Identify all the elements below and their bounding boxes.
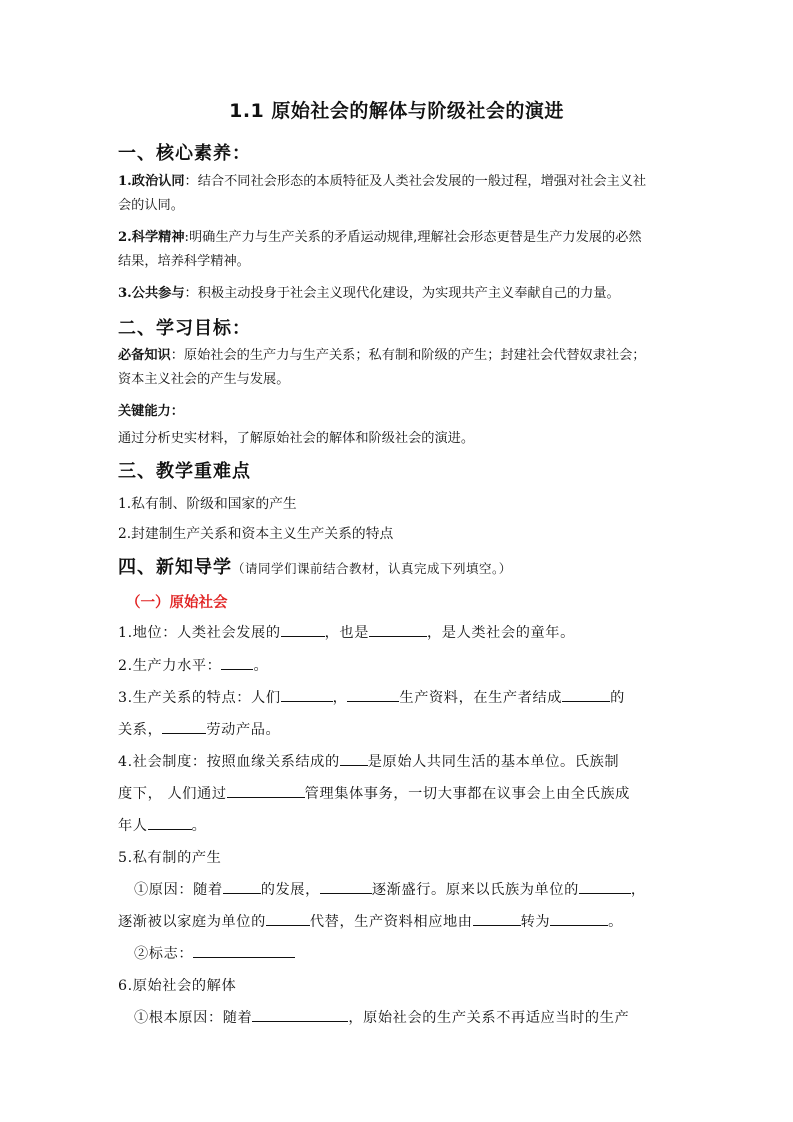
q1-blank-1[interactable] <box>281 622 325 637</box>
q1-text-c: ，是人类社会的童年。 <box>427 625 575 641</box>
question-3-relations-line-2 <box>118 719 280 739</box>
question-5-sign <box>134 943 295 963</box>
label-public-participation: 3.公共参与 <box>118 286 185 301</box>
q3-text-a: 3.生产关系的特点：人们 <box>118 690 281 706</box>
question-5-reason-line-2 <box>118 911 623 931</box>
paragraph-scientific-spirit <box>118 226 678 274</box>
section-heading-new-knowledge-text: 四、新知导学 <box>118 557 232 578</box>
q5-blank-6[interactable] <box>550 911 608 926</box>
text-scientific-spirit: :明确生产力与生产关系的矛盾运动规律,理解社会形态更替是生产力发展的必然 <box>184 230 642 245</box>
q5-text-a: ①原因：随着 <box>134 882 223 898</box>
paragraph-essential-knowledge <box>118 344 678 392</box>
q5-blank-7[interactable] <box>193 943 295 958</box>
label-scientific-spirit: 2.科学精神 <box>118 230 185 245</box>
q5-blank-3[interactable] <box>579 879 631 894</box>
q4-text-b: 是原始人共同生活的基本单位。氏族制 <box>367 754 620 770</box>
question-4-system-line-2 <box>118 783 630 803</box>
q1-text-a: 1.地位：人类社会发展的 <box>118 625 281 641</box>
q6-text-a: ①根本原因：随着 <box>134 1010 253 1026</box>
label-essential-knowledge: 必备知识 <box>118 348 171 363</box>
q5-text-f: 代替，生产资料相应地由 <box>309 914 473 930</box>
q1-blank-2[interactable] <box>369 622 427 637</box>
q5-blank-4[interactable] <box>266 911 310 926</box>
paragraph-public-participation <box>118 282 678 306</box>
question-4-system-line-1 <box>118 751 619 771</box>
section-heading-learning-goals: 二、学习目标： <box>118 318 251 339</box>
q5-text-i: ②标志： <box>134 946 194 962</box>
q4-text-c: 度下， 人们通过 <box>118 786 227 802</box>
q6-text-b: ，原始社会的生产关系不再适应当时的生产 <box>348 1010 630 1026</box>
q5-blank-1[interactable] <box>223 879 261 894</box>
q4-text-d: 管理集体事务，一切大事都在议事会上由全氏族成 <box>304 786 630 802</box>
question-6-heading: 6.原始社会的解体 <box>118 978 237 994</box>
question-2-productivity <box>118 655 268 675</box>
q1-text-b: ，也是 <box>324 625 369 641</box>
q4-text-e: 年人 <box>118 818 148 834</box>
section-heading-new-knowledge <box>118 553 512 579</box>
q5-blank-2[interactable] <box>320 879 372 894</box>
q6-blank-1[interactable] <box>252 1007 348 1022</box>
text-political-identity-cont: 会的认同。 <box>118 198 184 213</box>
q5-blank-5[interactable] <box>473 911 521 926</box>
q4-blank-3[interactable] <box>148 815 192 830</box>
q3-blank-4[interactable] <box>162 719 206 734</box>
q4-text-f: 。 <box>191 818 207 834</box>
paragraph-political-identity <box>118 170 678 218</box>
text-essential-knowledge: ：原始社会的生产力与生产关系；私有制和阶级的产生；封建社会代替奴隶社会； <box>170 348 646 363</box>
q5-text-d: ， <box>630 882 646 898</box>
question-1-status <box>118 622 575 642</box>
q5-text-g: 转为 <box>520 914 551 930</box>
q5-text-c: 逐渐盛行。原来以氏族为单位的 <box>371 882 579 898</box>
q3-text-b: ， <box>332 690 348 706</box>
q5-text-h: 。 <box>608 914 623 930</box>
text-political-identity: ：结合不同社会形态的本质特征及人类社会发展的一般过程，增强对社会主义社 <box>184 174 647 189</box>
section-heading-core-literacy: 一、核心素养： <box>118 143 251 164</box>
question-5-heading: 5.私有制的产生 <box>118 850 222 866</box>
question-3-relations-line-1 <box>118 687 625 707</box>
text-essential-knowledge-cont: 资本主义社会的产生与发展。 <box>118 372 290 387</box>
q2-text-a: 2.生产力水平： <box>118 658 222 674</box>
q2-text-b: 。 <box>253 658 269 674</box>
question-6-root-cause <box>134 1007 629 1027</box>
text-public-participation: ：积极主动投身于社会主义现代化建设，为实现共产主义奉献自己的力量。 <box>184 286 620 301</box>
q4-blank-2[interactable] <box>227 783 305 798</box>
subsection-primitive-society: （一）原始社会 <box>126 595 228 611</box>
page-title: 1.1 原始社会的解体与阶级社会的演进 <box>229 100 564 122</box>
q3-blank-3[interactable] <box>562 687 610 702</box>
list-item-key-point-1: 1.私有制、阶级和国家的产生 <box>118 496 297 512</box>
q5-text-e: 逐渐被以家庭为单位的 <box>118 914 266 930</box>
label-key-ability-colon: ： <box>170 404 184 419</box>
q3-text-f: 劳动产品。 <box>206 722 281 738</box>
label-political-identity: 1.政治认同 <box>118 174 185 189</box>
paragraph-key-ability-label <box>118 400 678 424</box>
q5-text-b: 的发展， <box>260 882 320 898</box>
question-5-reason-line-1 <box>134 879 646 899</box>
q3-text-c: 生产资料，在生产者结成 <box>399 690 563 706</box>
question-4-system-line-3 <box>118 815 206 835</box>
q2-blank-1[interactable] <box>221 655 253 670</box>
q3-text-e: 关系， <box>118 722 163 738</box>
section-note: （请同学们课前结合教材，认真完成下列填空。） <box>232 561 512 576</box>
section-heading-key-points: 三、教学重难点 <box>118 461 251 482</box>
q3-blank-2[interactable] <box>347 687 399 702</box>
q4-blank-1[interactable] <box>340 751 368 766</box>
q3-text-d: 的 <box>610 690 625 706</box>
label-key-ability: 关键能力 <box>118 404 171 419</box>
q4-text-a: 4.社会制度：按照血缘关系结成的 <box>118 754 340 770</box>
list-item-key-point-2: 2.封建制生产关系和资本主义生产关系的特点 <box>118 526 394 542</box>
text-scientific-spirit-cont: 结果，培养科学精神。 <box>118 254 250 269</box>
paragraph-key-ability: 通过分析史实材料，了解原始社会的解体和阶级社会的演进。 <box>118 431 475 446</box>
q3-blank-1[interactable] <box>281 687 333 702</box>
